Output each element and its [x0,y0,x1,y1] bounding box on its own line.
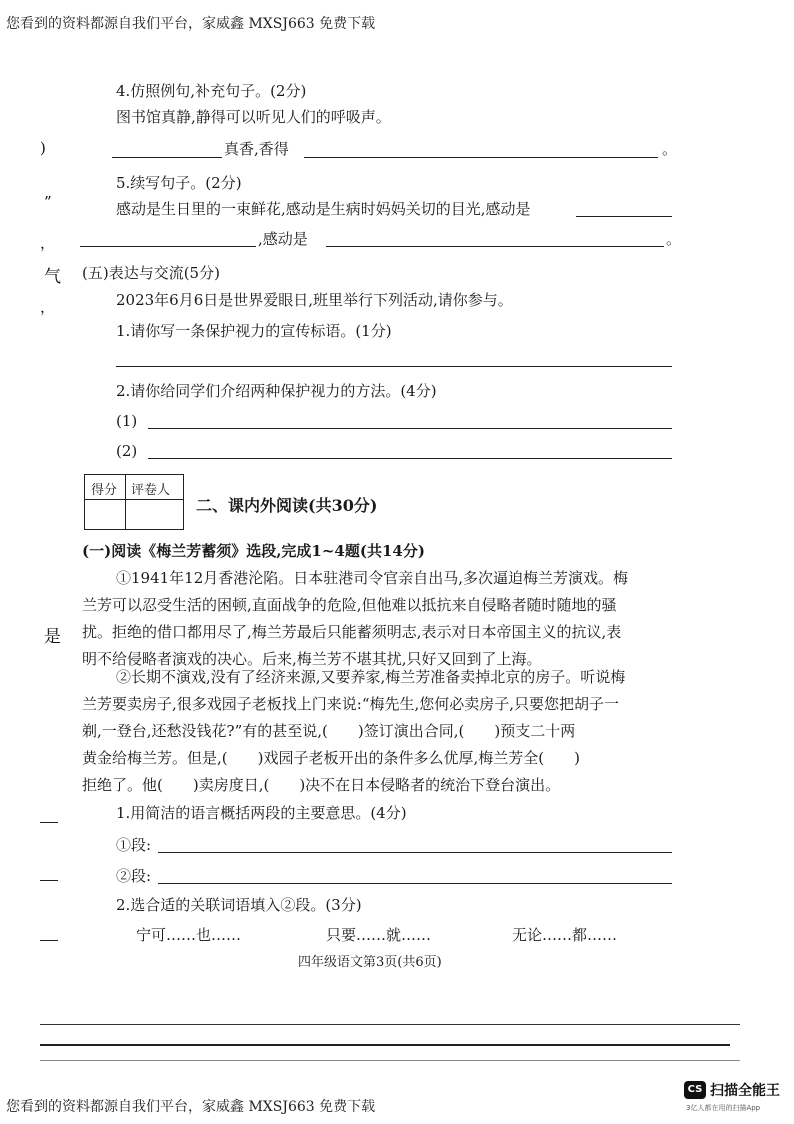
passage-line: 扰。拒绝的借口都用尽了,梅兰芳最后只能蓄须明志,表示对日本帝国主义的抗议,表 [82,623,622,641]
score-box [84,474,184,530]
margin-char: ” [44,193,52,211]
scan-edge-line [40,1060,740,1061]
passage-line: ①1941年12月香港沦陷。日本驻港司令官亲自出马,多次逼迫梅兰芳演戏。梅 [116,569,629,587]
margin-char: 气 [44,267,61,287]
q4-example: 图书馆真静,静得可以听见人们的呼吸声。 [116,108,391,126]
camscanner-logo-icon: CS [684,1081,706,1099]
q5-blank-2[interactable] [80,246,256,247]
grader-label: 评卷人 [131,483,171,498]
passage-line: 拒绝了。他( )卖房度日,( )决不在日本侵略者的统治下登台演出。 [82,776,561,794]
margin-char: ， [40,298,56,316]
scan-edge-line [40,1024,740,1025]
segment2-label: ②段: [116,867,152,885]
segment1-label: ①段: [116,836,152,854]
conjunction-option: 宁可……也…… [136,926,242,944]
score-label: 得分 [91,483,118,498]
watermark-top: 您看到的资料都源自我们平台，家威鑫 MXSJ663 免费下载 [6,16,376,32]
passage-line: 明不给侵略者演戏的决心。后来,梅兰芳不堪其扰,只好又回到了上海。 [82,650,542,668]
passage-line: 黄金给梅兰芳。但是,( )戏园子老板开出的条件多么优厚,梅兰芳全( ) [82,749,580,767]
section5-intro: 2023年6月6日是世界爱眼日,班里举行下列活动,请你参与。 [116,291,513,309]
q4-blank-1[interactable] [112,157,222,158]
page-footer: 四年级语文第3页(共6页) [298,955,442,970]
camscanner-tagline: 3亿人都在用的扫描App [686,1104,761,1112]
conjunction-option: 无论……都…… [512,926,618,944]
part2-title: 二、课内外阅读(共30分) [196,496,378,515]
score-box-divider [125,475,126,529]
watermark-bottom: 您看到的资料都源自我们平台，家威鑫 MXSJ663 免费下载 [6,1099,376,1115]
passage-line: 兰芳要卖房子,很多戏园子老板找上门来说:“梅先生,您何必卖房子,只要您把胡子一 [82,695,620,713]
margin-dash [40,880,58,881]
q5-mid: ,感动是 [258,230,308,248]
method-item-1-label: (1) [116,412,138,430]
reading1-q1: 1.用简洁的语言概括两段的主要意思。(4分) [116,804,407,822]
segment2-answer-line[interactable] [158,883,672,884]
scan-edge-line [40,1044,730,1046]
margin-dash [40,822,58,823]
q5-blank-3[interactable] [326,246,664,247]
slogan-answer-line[interactable] [116,366,672,367]
q5-title: 5.续写句子。(2分) [116,174,242,192]
reading1-q2: 2.选合适的关联词语填入②段。(3分) [116,896,362,914]
section5-q1: 1.请你写一条保护视力的宣传标语。(1分) [116,322,392,340]
q5-line1: 感动是生日里的一束鲜花,感动是生病时妈妈关切的目光,感动是 [116,200,531,218]
passage-line: 剃,一登台,还愁没钱花?”有的甚至说,( )签订演出合同,( )预支二十两 [82,722,576,740]
section5-title: (五)表达与交流(5分) [82,264,220,282]
margin-char: ， [40,234,56,252]
q4-end: 。 [662,140,678,158]
margin-dash [40,940,58,941]
method-1-answer-line[interactable] [148,428,672,429]
conjunction-option: 只要……就…… [326,926,432,944]
method-item-2-label: (2) [116,442,138,460]
q5-blank-1[interactable] [576,216,672,217]
passage-line: 兰芳可以忍受生活的困顿,直面战争的危险,但他难以抵抗来自侵略者随时随地的骚 [82,596,617,614]
reading1-title: (一)阅读《梅兰芳蓄须》选段,完成1~4题(共14分) [82,542,425,560]
passage-line: ②长期不演戏,没有了经济来源,又要养家,梅兰芳准备卖掉北京的房子。听说梅 [116,668,626,686]
q4-blank-2[interactable] [304,157,658,158]
margin-char: ) [40,139,46,157]
section5-q2: 2.请你给同学们介绍两种保护视力的方法。(4分) [116,382,437,400]
q4-title: 4.仿照例句,补充句子。(2分) [116,82,307,100]
camscanner-name: 扫描全能王 [710,1083,780,1099]
q4-mid: 真香,香得 [224,140,289,158]
q5-end: 。 [666,230,682,248]
segment1-answer-line[interactable] [158,852,672,853]
margin-char: 是 [44,627,61,647]
score-box-divider [85,499,183,500]
method-2-answer-line[interactable] [148,458,672,459]
